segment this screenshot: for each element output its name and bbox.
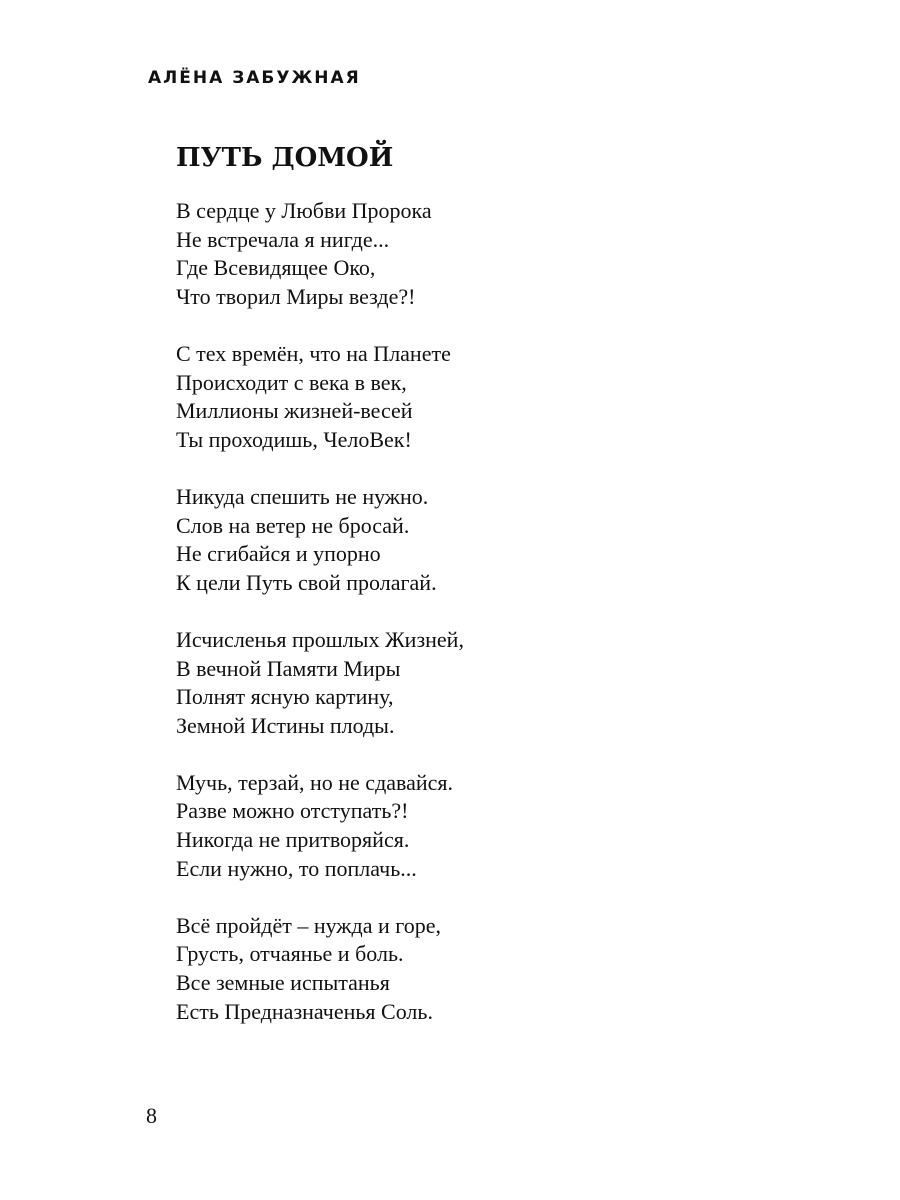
stanza (176, 912, 776, 1026)
poem-line: Исчисленья прошлых Жизней, (176, 626, 464, 652)
page-number: 8 (146, 1103, 157, 1128)
poem-line: Мучь, терзай, но не сдавайся. (176, 769, 454, 795)
poem-title: ПУТЬ ДОМОЙ (176, 143, 394, 173)
poem-line: Происходит с века в век, (176, 369, 407, 395)
stanza (176, 340, 776, 454)
poem-line: Если нужно, то поплачь... (176, 855, 417, 881)
poem-line: Всё пройдёт – нужда и горе, (176, 912, 441, 938)
poem-line: Слов на ветер не бросай. (176, 512, 410, 538)
poem-line: Все земные испытанья (176, 970, 390, 996)
poem-line: Есть Предназначенья Соль. (176, 998, 433, 1024)
running-header-author: АЛЁНА ЗАБУЖНАЯ (148, 68, 361, 88)
stanza (176, 769, 776, 883)
poem-line: Не встречала я нигде... (176, 226, 390, 252)
poem-line: К цели Путь свой пролагай. (176, 569, 437, 595)
poem-line: Что творил Миры везде?! (176, 283, 416, 309)
poem-line: С тех времён, что на Планете (176, 340, 451, 366)
poem-line: Разве можно отступать?! (176, 798, 409, 824)
poem-line: В вечной Памяти Миры (176, 655, 401, 681)
poem-line: Миллионы жизней-весей (176, 398, 413, 424)
stanza (176, 626, 776, 740)
poem-body (176, 197, 776, 1055)
stanza (176, 197, 776, 311)
poem-line: Ты проходишь, ЧелоВек! (176, 426, 412, 452)
poem-line: Где Всевидящее Око, (176, 255, 376, 281)
poem-line: Земной Истины плоды. (176, 712, 395, 738)
poem-line: Никуда спешить не нужно. (176, 483, 429, 509)
poem-line: Грусть, отчаянье и боль. (176, 941, 404, 967)
poem-line: Никогда не притворяйся. (176, 827, 410, 853)
poem-line: Не сгибайся и упорно (176, 541, 381, 567)
poem-line: Полнят ясную картину, (176, 684, 394, 710)
poem-line: В сердце у Любви Пророка (176, 198, 432, 223)
stanza (176, 483, 776, 597)
